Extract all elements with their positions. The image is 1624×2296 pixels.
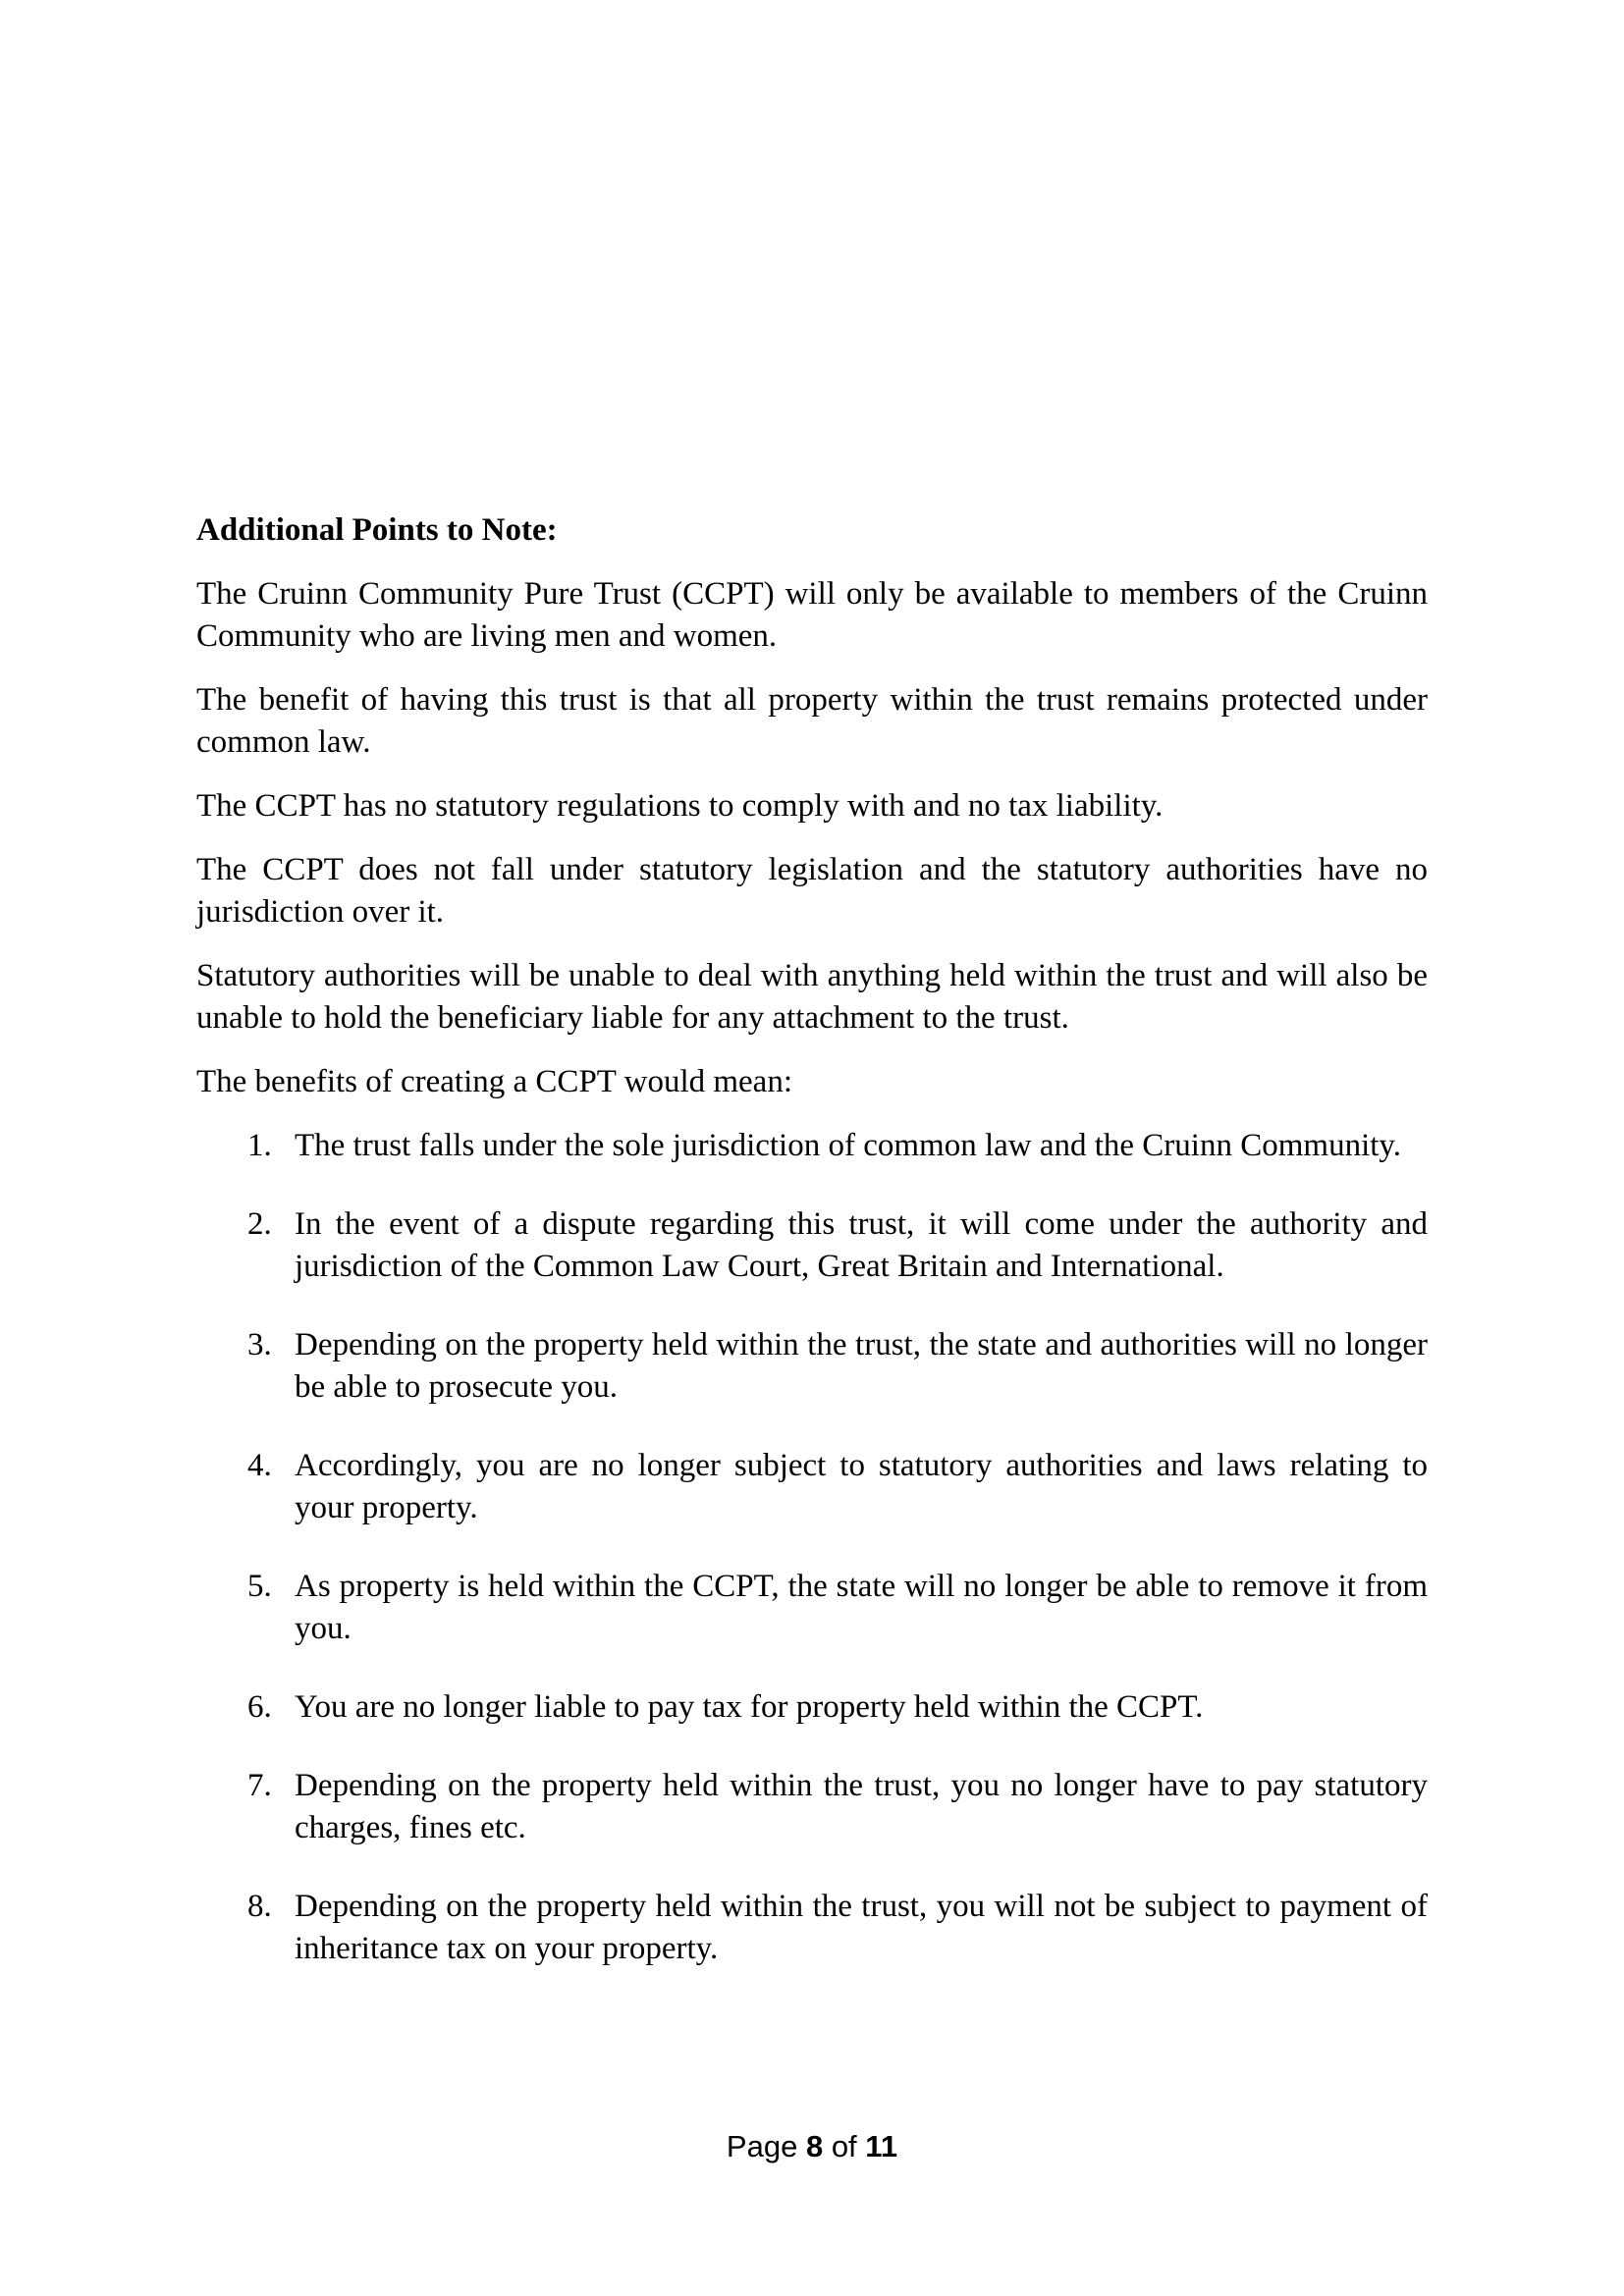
- list-item: [196, 1324, 1428, 1409]
- footer-of-label: of: [831, 2129, 857, 2163]
- list-item: [196, 1765, 1428, 1849]
- paragraph-trust-benefit: The benefit of having this trust is that all property within the trust remains protected under common law.: [196, 682, 1428, 760]
- benefits-list: [196, 1125, 1428, 1970]
- list-item-text: The trust falls under the sole jurisdiction of common law and the Cruinn Community.: [295, 1128, 1402, 1163]
- list-item-number: 1.: [247, 1128, 272, 1163]
- paragraph-no-statutory-legislation: The CCPT does not fall under statutory legislation and the statutory authorities have no jurisdiction over it.: [196, 852, 1428, 930]
- list-item: [196, 1886, 1428, 1970]
- list-item-text: Depending on the property held within the trust, you will not be subject to payment of inheritance tax on your property.: [295, 1889, 1428, 1966]
- list-item-number: 5.: [247, 1569, 272, 1604]
- footer-page-label: Page: [726, 2129, 798, 2163]
- list-item-text: Accordingly, you are no longer subject to statutory authorities and laws relating to your property.: [295, 1448, 1428, 1525]
- list-item-text: In the event of a dispute regarding this trust, it will come under the authority and jurisdiction of the Common Law Court, Great Britain and International.: [295, 1206, 1428, 1284]
- list-item: [196, 1125, 1428, 1167]
- list-item: [196, 1445, 1428, 1529]
- footer-current-page: 8: [805, 2129, 824, 2163]
- paragraph-ccpt-availability: The Cruinn Community Pure Trust (CCPT) will only be available to members of the Cruinn Community who are living men and women.: [196, 576, 1428, 654]
- list-item-number: 7.: [247, 1768, 272, 1803]
- document-body: [196, 0, 1428, 2006]
- list-item-text: Depending on the property held within the trust, you no longer have to pay statutory charges, fines etc.: [295, 1768, 1428, 1845]
- list-item-text: As property is held within the CCPT, the state will no longer be able to remove it from you.: [295, 1569, 1428, 1646]
- list-item-number: 2.: [247, 1206, 272, 1242]
- list-item-text: Depending on the property held within the trust, the state and authorities will no longer be able to prosecute you.: [295, 1327, 1428, 1405]
- list-item-text: You are no longer liable to pay tax for property held within the CCPT.: [295, 1689, 1204, 1725]
- footer-total-pages: 11: [865, 2129, 898, 2163]
- paragraph-no-statutory-regulations: The CCPT has no statutory regulations to comply with and no tax liability.: [196, 788, 1164, 824]
- list-item: [196, 1203, 1428, 1288]
- paragraph-statutory-authorities: Statutory authorities will be unable to deal with anything held within the trust and will also be unable to hold the beneficiary liable for any attachment to the trust.: [196, 958, 1428, 1036]
- section-heading: Additional Points to Note:: [196, 512, 558, 548]
- list-item-number: 6.: [247, 1689, 272, 1725]
- list-item: [196, 1566, 1428, 1650]
- list-item-number: 3.: [247, 1327, 272, 1362]
- paragraph-list-intro: The benefits of creating a CCPT would mean:: [196, 1064, 792, 1099]
- list-item-number: 8.: [247, 1889, 272, 1924]
- list-item: [196, 1686, 1428, 1729]
- list-item-number: 4.: [247, 1448, 272, 1483]
- page-footer: [0, 2127, 1624, 2166]
